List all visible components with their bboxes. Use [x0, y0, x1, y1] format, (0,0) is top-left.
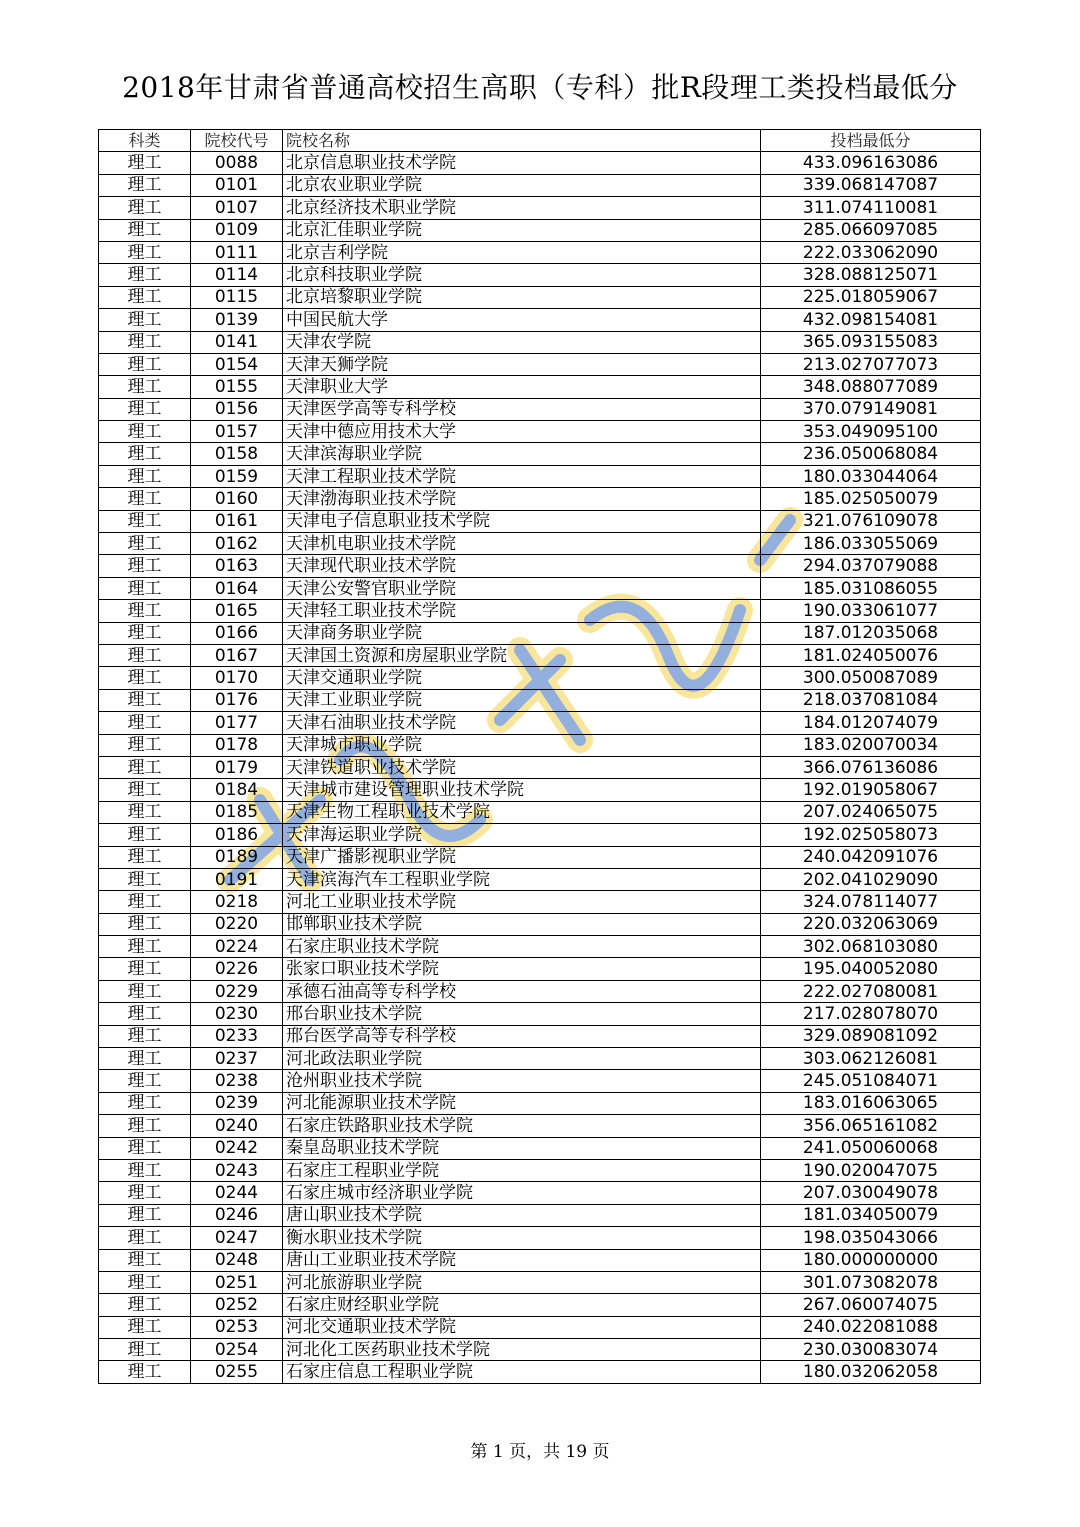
cell-name: 河北旅游职业学院 — [283, 1271, 761, 1293]
table-row — [99, 1070, 981, 1092]
cell-code: 0248 — [191, 1249, 283, 1271]
cell-code: 0156 — [191, 398, 283, 420]
cell-name: 天津生物工程职业技术学院 — [283, 801, 761, 823]
cell-name: 河北交通职业技术学院 — [283, 1316, 761, 1338]
cell-category: 理工 — [99, 958, 191, 980]
table-row — [99, 1294, 981, 1316]
cell-score: 370.079149081 — [761, 398, 981, 420]
table-row — [99, 152, 981, 174]
cell-name: 北京经济技术职业学院 — [283, 197, 761, 219]
table-row — [99, 1003, 981, 1025]
table-row — [99, 958, 981, 980]
table-row — [99, 600, 981, 622]
cell-name: 天津工业职业学院 — [283, 689, 761, 711]
cell-code: 0185 — [191, 801, 283, 823]
cell-score: 230.030083074 — [761, 1339, 981, 1361]
score-table — [98, 129, 981, 1384]
cell-code: 0191 — [191, 868, 283, 890]
table-row — [99, 577, 981, 599]
cell-category: 理工 — [99, 1227, 191, 1249]
cell-code: 0243 — [191, 1159, 283, 1181]
cell-name: 秦皇岛职业技术学院 — [283, 1137, 761, 1159]
cell-score: 321.076109078 — [761, 510, 981, 532]
table-row — [99, 1204, 981, 1226]
table-row — [99, 1339, 981, 1361]
cell-name: 承德石油高等专科学校 — [283, 980, 761, 1002]
cell-category: 理工 — [99, 1316, 191, 1338]
table-row — [99, 846, 981, 868]
cell-name: 天津城市职业学院 — [283, 734, 761, 756]
cell-code: 0176 — [191, 689, 283, 711]
cell-code: 0158 — [191, 443, 283, 465]
cell-code: 0161 — [191, 510, 283, 532]
cell-name: 石家庄铁路职业技术学院 — [283, 1115, 761, 1137]
cell-category: 理工 — [99, 555, 191, 577]
cell-score: 267.060074075 — [761, 1294, 981, 1316]
cell-category: 理工 — [99, 577, 191, 599]
cell-score: 225.018059067 — [761, 286, 981, 308]
table-row — [99, 801, 981, 823]
cell-score: 186.033055069 — [761, 533, 981, 555]
cell-score: 198.035043066 — [761, 1227, 981, 1249]
cell-code: 0114 — [191, 264, 283, 286]
cell-name: 衡水职业技术学院 — [283, 1227, 761, 1249]
table-row — [99, 644, 981, 666]
cell-name: 河北政法职业学院 — [283, 1048, 761, 1070]
cell-category: 理工 — [99, 756, 191, 778]
cell-score: 348.088077089 — [761, 376, 981, 398]
cell-category: 理工 — [99, 1115, 191, 1137]
page-footer: 第 1 页，共 19 页 — [470, 1442, 610, 1462]
table-row — [99, 824, 981, 846]
cell-score: 236.050068084 — [761, 443, 981, 465]
table-row — [99, 891, 981, 913]
cell-category: 理工 — [99, 398, 191, 420]
cell-code: 0242 — [191, 1137, 283, 1159]
cell-name: 天津滨海汽车工程职业学院 — [283, 868, 761, 890]
cell-code: 0253 — [191, 1316, 283, 1338]
cell-category: 理工 — [99, 1137, 191, 1159]
cell-code: 0170 — [191, 667, 283, 689]
cell-score: 213.027077073 — [761, 353, 981, 375]
cell-category: 理工 — [99, 465, 191, 487]
cell-category: 理工 — [99, 152, 191, 174]
cell-name: 天津交通职业学院 — [283, 667, 761, 689]
cell-score: 183.020070034 — [761, 734, 981, 756]
cell-code: 0237 — [191, 1048, 283, 1070]
cell-category: 理工 — [99, 667, 191, 689]
cell-code: 0255 — [191, 1361, 283, 1383]
cell-name: 天津工程职业技术学院 — [283, 465, 761, 487]
cell-category: 理工 — [99, 1204, 191, 1226]
cell-code: 0101 — [191, 174, 283, 196]
page-title: 2018年甘肃省普通高校招生高职（专科）批R段理工类投档最低分 — [122, 71, 958, 104]
table-row — [99, 555, 981, 577]
cell-category: 理工 — [99, 712, 191, 734]
cell-score: 181.024050076 — [761, 644, 981, 666]
table-row — [99, 488, 981, 510]
cell-name: 石家庄工程职业学院 — [283, 1159, 761, 1181]
cell-name: 唐山职业技术学院 — [283, 1204, 761, 1226]
cell-code: 0252 — [191, 1294, 283, 1316]
cell-category: 理工 — [99, 1271, 191, 1293]
cell-category: 理工 — [99, 1182, 191, 1204]
cell-score: 240.022081088 — [761, 1316, 981, 1338]
cell-name: 邢台医学高等专科学校 — [283, 1025, 761, 1047]
cell-category: 理工 — [99, 846, 191, 868]
cell-score: 366.076136086 — [761, 756, 981, 778]
cell-code: 0186 — [191, 824, 283, 846]
cell-category: 理工 — [99, 1159, 191, 1181]
cell-code: 0159 — [191, 465, 283, 487]
table-row — [99, 219, 981, 241]
table-row — [99, 241, 981, 263]
cell-category: 理工 — [99, 264, 191, 286]
cell-code: 0218 — [191, 891, 283, 913]
table-row — [99, 1159, 981, 1181]
cell-category: 理工 — [99, 309, 191, 331]
header-code: 院校代号 — [191, 130, 283, 152]
cell-category: 理工 — [99, 1025, 191, 1047]
cell-code: 0251 — [191, 1271, 283, 1293]
table-row — [99, 197, 981, 219]
cell-name: 石家庄职业技术学院 — [283, 936, 761, 958]
cell-score: 300.050087089 — [761, 667, 981, 689]
cell-category: 理工 — [99, 779, 191, 801]
cell-name: 邢台职业技术学院 — [283, 1003, 761, 1025]
header-category: 科类 — [99, 130, 191, 152]
cell-code: 0254 — [191, 1339, 283, 1361]
table-row — [99, 868, 981, 890]
cell-score: 303.062126081 — [761, 1048, 981, 1070]
cell-code: 0167 — [191, 644, 283, 666]
table-row — [99, 1361, 981, 1383]
cell-name: 北京培黎职业学院 — [283, 286, 761, 308]
table-row — [99, 331, 981, 353]
cell-name: 天津铁道职业技术学院 — [283, 756, 761, 778]
cell-name: 张家口职业技术学院 — [283, 958, 761, 980]
cell-category: 理工 — [99, 1361, 191, 1383]
cell-score: 329.089081092 — [761, 1025, 981, 1047]
cell-name: 河北能源职业技术学院 — [283, 1092, 761, 1114]
cell-name: 北京吉利学院 — [283, 241, 761, 263]
cell-name: 石家庄信息工程职业学院 — [283, 1361, 761, 1383]
cell-code: 0162 — [191, 533, 283, 555]
cell-name: 北京汇佳职业学院 — [283, 219, 761, 241]
table-row — [99, 1025, 981, 1047]
cell-code: 0179 — [191, 756, 283, 778]
cell-category: 理工 — [99, 824, 191, 846]
table-row — [99, 353, 981, 375]
cell-category: 理工 — [99, 1249, 191, 1271]
table-row — [99, 533, 981, 555]
cell-code: 0178 — [191, 734, 283, 756]
cell-code: 0220 — [191, 913, 283, 935]
cell-score: 207.030049078 — [761, 1182, 981, 1204]
cell-score: 220.032063069 — [761, 913, 981, 935]
table-row — [99, 689, 981, 711]
cell-category: 理工 — [99, 936, 191, 958]
cell-name: 沧州职业技术学院 — [283, 1070, 761, 1092]
cell-score: 432.098154081 — [761, 309, 981, 331]
table-row — [99, 980, 981, 1002]
cell-score: 190.033061077 — [761, 600, 981, 622]
cell-code: 0088 — [191, 152, 283, 174]
cell-code: 0246 — [191, 1204, 283, 1226]
cell-score: 302.068103080 — [761, 936, 981, 958]
table-row — [99, 913, 981, 935]
cell-code: 0239 — [191, 1092, 283, 1114]
cell-score: 185.031086055 — [761, 577, 981, 599]
cell-category: 理工 — [99, 443, 191, 465]
table-row — [99, 286, 981, 308]
cell-name: 天津国土资源和房屋职业学院 — [283, 644, 761, 666]
cell-name: 河北化工医药职业技术学院 — [283, 1339, 761, 1361]
cell-score: 245.051084071 — [761, 1070, 981, 1092]
cell-name: 天津中德应用技术大学 — [283, 421, 761, 443]
cell-category: 理工 — [99, 1048, 191, 1070]
cell-category: 理工 — [99, 197, 191, 219]
cell-code: 0230 — [191, 1003, 283, 1025]
cell-category: 理工 — [99, 1070, 191, 1092]
cell-category: 理工 — [99, 488, 191, 510]
cell-name: 天津轻工职业技术学院 — [283, 600, 761, 622]
cell-code: 0177 — [191, 712, 283, 734]
cell-category: 理工 — [99, 421, 191, 443]
table-row — [99, 510, 981, 532]
cell-category: 理工 — [99, 891, 191, 913]
cell-name: 北京信息职业技术学院 — [283, 152, 761, 174]
cell-score: 202.041029090 — [761, 868, 981, 890]
cell-category: 理工 — [99, 510, 191, 532]
cell-category: 理工 — [99, 241, 191, 263]
cell-name: 天津机电职业技术学院 — [283, 533, 761, 555]
cell-score: 324.078114077 — [761, 891, 981, 913]
cell-name: 天津石油职业技术学院 — [283, 712, 761, 734]
cell-score: 218.037081084 — [761, 689, 981, 711]
cell-code: 0163 — [191, 555, 283, 577]
table-header-row — [99, 130, 981, 152]
cell-score: 311.074110081 — [761, 197, 981, 219]
cell-name: 天津广播影视职业学院 — [283, 846, 761, 868]
cell-name: 天津电子信息职业技术学院 — [283, 510, 761, 532]
cell-score: 365.093155083 — [761, 331, 981, 353]
cell-score: 356.065161082 — [761, 1115, 981, 1137]
cell-score: 181.034050079 — [761, 1204, 981, 1226]
cell-category: 理工 — [99, 622, 191, 644]
cell-name: 天津现代职业技术学院 — [283, 555, 761, 577]
cell-score: 184.012074079 — [761, 712, 981, 734]
cell-category: 理工 — [99, 600, 191, 622]
cell-name: 天津商务职业学院 — [283, 622, 761, 644]
cell-code: 0109 — [191, 219, 283, 241]
cell-code: 0154 — [191, 353, 283, 375]
cell-category: 理工 — [99, 734, 191, 756]
cell-code: 0139 — [191, 309, 283, 331]
table-row — [99, 667, 981, 689]
cell-name: 北京科技职业学院 — [283, 264, 761, 286]
cell-name: 唐山工业职业技术学院 — [283, 1249, 761, 1271]
cell-score: 192.025058073 — [761, 824, 981, 846]
cell-code: 0111 — [191, 241, 283, 263]
cell-score: 180.000000000 — [761, 1249, 981, 1271]
cell-code: 0226 — [191, 958, 283, 980]
cell-name: 天津渤海职业技术学院 — [283, 488, 761, 510]
cell-name: 河北工业职业技术学院 — [283, 891, 761, 913]
cell-code: 0157 — [191, 421, 283, 443]
cell-score: 217.028078070 — [761, 1003, 981, 1025]
table-row — [99, 1249, 981, 1271]
cell-score: 285.066097085 — [761, 219, 981, 241]
cell-name: 天津滨海职业学院 — [283, 443, 761, 465]
cell-name: 邯郸职业技术学院 — [283, 913, 761, 935]
cell-category: 理工 — [99, 1339, 191, 1361]
cell-category: 理工 — [99, 1092, 191, 1114]
cell-code: 0189 — [191, 846, 283, 868]
cell-name: 天津海运职业学院 — [283, 824, 761, 846]
header-name: 院校名称 — [283, 130, 761, 152]
cell-code: 0155 — [191, 376, 283, 398]
cell-category: 理工 — [99, 689, 191, 711]
cell-score: 301.073082078 — [761, 1271, 981, 1293]
table-body — [99, 152, 981, 1383]
cell-code: 0244 — [191, 1182, 283, 1204]
cell-score: 183.016063065 — [761, 1092, 981, 1114]
cell-code: 0240 — [191, 1115, 283, 1137]
cell-name: 石家庄城市经济职业学院 — [283, 1182, 761, 1204]
table-row — [99, 1182, 981, 1204]
cell-score: 222.027080081 — [761, 980, 981, 1002]
cell-code: 0160 — [191, 488, 283, 510]
table-row — [99, 734, 981, 756]
cell-score: 339.068147087 — [761, 174, 981, 196]
cell-score: 185.025050079 — [761, 488, 981, 510]
table-row — [99, 1271, 981, 1293]
cell-name: 石家庄财经职业学院 — [283, 1294, 761, 1316]
cell-score: 328.088125071 — [761, 264, 981, 286]
cell-code: 0229 — [191, 980, 283, 1002]
table-row — [99, 1316, 981, 1338]
table-row — [99, 309, 981, 331]
table-row — [99, 1048, 981, 1070]
cell-category: 理工 — [99, 644, 191, 666]
cell-score: 180.033044064 — [761, 465, 981, 487]
cell-score: 353.049095100 — [761, 421, 981, 443]
cell-score: 222.033062090 — [761, 241, 981, 263]
cell-name: 天津农学院 — [283, 331, 761, 353]
cell-category: 理工 — [99, 1294, 191, 1316]
cell-code: 0224 — [191, 936, 283, 958]
cell-code: 0233 — [191, 1025, 283, 1047]
cell-code: 0184 — [191, 779, 283, 801]
cell-score: 207.024065075 — [761, 801, 981, 823]
table-row — [99, 443, 981, 465]
cell-category: 理工 — [99, 376, 191, 398]
table-row — [99, 936, 981, 958]
header-score: 投档最低分 — [761, 130, 981, 152]
cell-name: 北京农业职业学院 — [283, 174, 761, 196]
cell-category: 理工 — [99, 353, 191, 375]
cell-code: 0165 — [191, 600, 283, 622]
table-row — [99, 398, 981, 420]
table-row — [99, 264, 981, 286]
table-row — [99, 1227, 981, 1249]
cell-category: 理工 — [99, 868, 191, 890]
cell-name: 天津天狮学院 — [283, 353, 761, 375]
cell-score: 433.096163086 — [761, 152, 981, 174]
cell-category: 理工 — [99, 174, 191, 196]
table-row — [99, 756, 981, 778]
table-row — [99, 1137, 981, 1159]
cell-code: 0164 — [191, 577, 283, 599]
cell-code: 0166 — [191, 622, 283, 644]
cell-score: 241.050060068 — [761, 1137, 981, 1159]
table-row — [99, 1115, 981, 1137]
cell-name: 天津公安警官职业学院 — [283, 577, 761, 599]
cell-code: 0247 — [191, 1227, 283, 1249]
cell-code: 0107 — [191, 197, 283, 219]
cell-score: 240.042091076 — [761, 846, 981, 868]
cell-code: 0115 — [191, 286, 283, 308]
cell-category: 理工 — [99, 980, 191, 1002]
cell-name: 天津城市建设管理职业技术学院 — [283, 779, 761, 801]
cell-score: 195.040052080 — [761, 958, 981, 980]
cell-score: 190.020047075 — [761, 1159, 981, 1181]
table-row — [99, 174, 981, 196]
cell-score: 192.019058067 — [761, 779, 981, 801]
table-row — [99, 622, 981, 644]
cell-code: 0238 — [191, 1070, 283, 1092]
cell-category: 理工 — [99, 219, 191, 241]
table-row — [99, 712, 981, 734]
cell-score: 180.032062058 — [761, 1361, 981, 1383]
table-row — [99, 465, 981, 487]
cell-category: 理工 — [99, 286, 191, 308]
cell-name: 天津医学高等专科学校 — [283, 398, 761, 420]
table-row — [99, 1092, 981, 1114]
cell-category: 理工 — [99, 533, 191, 555]
cell-score: 294.037079088 — [761, 555, 981, 577]
cell-category: 理工 — [99, 801, 191, 823]
cell-code: 0141 — [191, 331, 283, 353]
cell-score: 187.012035068 — [761, 622, 981, 644]
table-row — [99, 421, 981, 443]
cell-category: 理工 — [99, 913, 191, 935]
cell-name: 中国民航大学 — [283, 309, 761, 331]
cell-name: 天津职业大学 — [283, 376, 761, 398]
table-row — [99, 779, 981, 801]
cell-category: 理工 — [99, 331, 191, 353]
table-row — [99, 376, 981, 398]
cell-category: 理工 — [99, 1003, 191, 1025]
